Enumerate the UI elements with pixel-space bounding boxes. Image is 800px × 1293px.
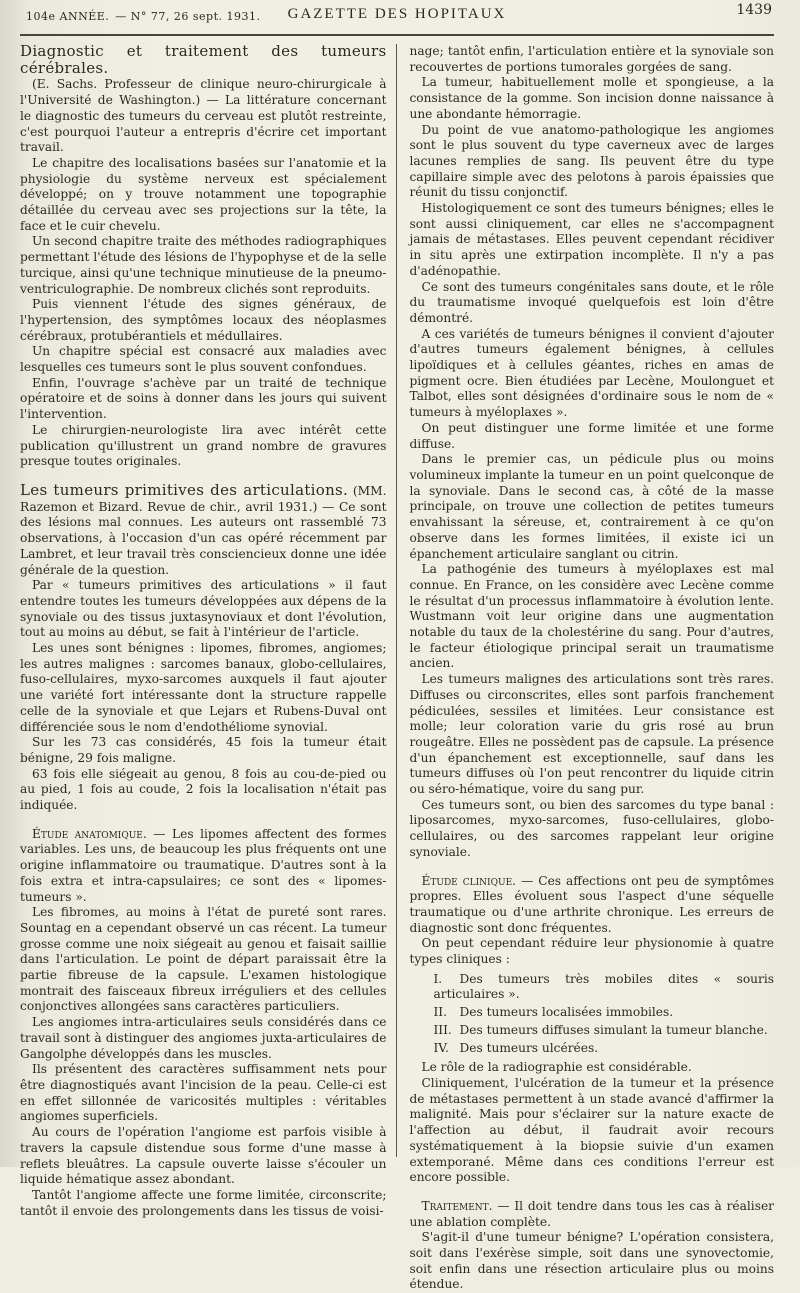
paragraph: La tumeur, habituellement molle et spongieuse, a la consistance de la gomme. Son incision donne naissance à une abondante hémorragie. xyxy=(409,75,774,121)
paragraph: Ces tumeurs sont, ou bien des sarcomes du type banal : liposarcomes, myxo-sarcomes, fuso-cellulaires, globo-cellulaires, ou des sarcomes rappelant leur origine synoviale. xyxy=(409,797,774,859)
page-header xyxy=(20,0,774,36)
paragraph: Un second chapitre traite des méthodes radiographiques permettant l'étude des lésions de l'hypophyse et de la selle turcique, ainsi qu'une technique minutieuse de la pneumo-ventriculographie. De nombreux clichés sont reproduits. xyxy=(20,234,387,296)
section-paragraph: Étude clinique. — Ces affections ont peu de symptômes propres. Elles évoluent sous l'aspect d'une séquelle traumatique ou d'une arthrite chronique. Les erreurs de diagnostic sont donc fréquentes. xyxy=(409,873,774,935)
journal-title: GAZETTE DES HOPITAUX xyxy=(287,6,507,22)
paragraph: Les tumeurs malignes des articulations sont très rares. Diffuses ou circonscrites, elles sont parfois franchement pédiculées, sessiles et limitées. Leur consistance est molle; leur coloration varie du gris rosé au brun rougeâtre. Elles ne possèdent pas de capsule. La présence d'un épanchement est exceptionnelle, sauf dans les tumeurs diffuses où l'on peut rencontrer du liquide citrin ou séro-hématique, voire du sang pur. xyxy=(409,672,774,797)
issue-year: 104e ANNÉE. xyxy=(26,10,110,23)
paragraph: (E. Sachs. Professeur de clinique neuro-chirurgicale à l'Université de Washington.) — La littérature concernant le diagnostic des tumeurs du cerveau est plutôt restreinte, c'est pourquoi l'auteur a entrepris d'écrire cet important travail. xyxy=(20,77,387,155)
paragraph: Ils présentent des caractères suffisamment nets pour être diagnostiqués avant l'incision de la peau. Celle-ci est en effet sillonnée de varicosités multiples : véritables angiomes superficiels. xyxy=(20,1062,387,1124)
paragraph: 63 fois elle siégeait au genou, 8 fois au cou-de-pied ou au pied, 1 fois au coude, 2 fois la localisation n'était pas indiquée. xyxy=(20,766,387,813)
paragraph: Tantôt l'angiome affecte une forme limitée, circonscrite; tantôt il envoie des prolongements dans les tissus de voisi- xyxy=(20,1187,387,1218)
section-paragraph: Étude anatomique. — Les lipomes affectent des formes variables. Les uns, de beaucoup les plus fréquents ont une origine inflammatoire ou traumatique. D'autres sont à la fois extra et intra-capsulaires; ce sont des « lipomes-tumeurs ». xyxy=(20,826,387,904)
paragraph: Cliniquement, l'ulcération de la tumeur et la présence de métastases permettent à un stade avancé d'affirmer la malignité. Mais pour s'éclairer sur la nature exacte de l'affection au début, il faudrait avoir recours systématiquement à la biopsie suivie d'un examen extemporané. Même dans ces conditions l'erreur est encore possible. xyxy=(409,1076,774,1185)
paragraph: On peut cependant réduire leur physionomie à quatre types cliniques : xyxy=(409,936,774,967)
article-source: (MM. Razemon et Bizard. Revue de chir., avril 1931.) — Ce sont des lésions mal connues. Les auteurs ont rassemblé 73 observations, à l'occasion d'un cas opéré récemment par Lambret, et leur travail très consciencieux donne une idée générale de la question. xyxy=(20,483,387,577)
paragraph: Sur les 73 cas considérés, 45 fois la tumeur était bénigne, 29 fois maligne. xyxy=(20,735,387,765)
paragraph: Un chapitre spécial est consacré aux maladies avec lesquelles ces tumeurs sont le plus souvent confondues. xyxy=(20,344,387,375)
paragraph: Par « tumeurs primitives des articulations » il faut entendre toutes les tumeurs développées aux dépens de la synoviale ou des tissus juxtasynoviaux et dont l'évolution, tout au moins au début, se fait à l'intérieur de l'article. xyxy=(20,578,387,640)
paragraph: A ces variétés de tumeurs bénignes il convient d'ajouter d'autres tumeurs également bénignes, à cellules lipoïdiques et à cellules géantes, riches en amas de pigment ocre. Bien étudiées par Lecène, Moulonguet et Talbot, elles sont désignées d'ordinaire sous le nom de « tumeurs à myéloplaxes ». xyxy=(409,326,774,420)
right-column xyxy=(396,44,774,1292)
paragraph: On peut distinguer une forme limitée et une forme diffuse. xyxy=(409,420,774,451)
paragraph: Les angiomes intra-articulaires seuls considérés dans ce travail sont à distinguer des angiomes juxta-articulaires de Gangolphe développés dans les muscles. xyxy=(20,1015,387,1061)
paragraph: Le rôle de la radiographie est considérable. xyxy=(421,1060,692,1075)
clinical-types-list xyxy=(409,972,774,1057)
section-label: Traitement. xyxy=(421,1198,493,1213)
paragraph: Le chirurgien-neurologiste lira avec intérêt cette publication qu'illustrent un grand nombre de gravures presque toutes originales. xyxy=(20,422,387,469)
section-label: Étude anatomique. xyxy=(32,826,147,841)
section-label: Étude clinique. xyxy=(421,873,517,888)
paragraph: nage; tantôt enfin, l'articulation entière et la synoviale son recouvertes de portions tumorales gorgées de sang. xyxy=(409,44,774,74)
issue-number: — N° 77, 26 sept. 1931. xyxy=(115,10,261,23)
list-item: IV. Des tumeurs ulcérées. xyxy=(433,1040,599,1055)
paragraph: Histologiquement ce sont des tumeurs bénignes; elles le sont aussi cliniquement, car elles ne s'accompagnent jamais de métastases. Elles peuvent cependant récidiver in situ après une extirpation incomplète. Il n'y a pas d'adénopathie. xyxy=(409,201,774,278)
list-item: III. Des tumeurs diffuses simulant la tumeur blanche. xyxy=(433,1022,768,1037)
section-paragraph: Traitement. — Il doit tendre dans tous les cas à réaliser une ablation complète. xyxy=(409,1198,774,1229)
paragraph: Puis viennent l'étude des signes généraux, de l'hypertension, des symptômes locaux des néoplasmes cérébraux, protubérantiels et médullaires. xyxy=(20,297,387,343)
paragraph: Au cours de l'opération l'angiome est parfois visible à travers la capsule distendue sous forme d'une masse à reflets bleuâtres. La capsule ouverte laisse s'écouler un liquide hématique assez abondant. xyxy=(20,1125,387,1187)
paragraph: S'agit-il d'une tumeur bénigne? L'opération consistera, soit dans l'exérèse simple, soit dans une synovectomie, soit enfin dans une résection articulaire plus ou moins étendue. xyxy=(409,1230,774,1292)
left-column xyxy=(20,42,396,1218)
paragraph: Du point de vue anatomo-pathologique les angiomes sont le plus souvent du type caverneux avec de larges lacunes remplies de sang. Ils peuvent être du type capillaire simple avec des pelotons à parois épaissies que réunit du tissu conjonctif. xyxy=(409,122,774,200)
list-item: II. Des tumeurs localisées immobiles. xyxy=(433,1005,674,1020)
article-title: Les tumeurs primitives des articulations. (MM. Razemon et Bizard. Revue de chir., avril 1931.) — Ce sont des lésions mal connues. Les auteurs ont rassemblé 73 observations, à l'occasion d'un cas opéré récemment par Lambret, et leur travail très consciencieux donne une idée générale de la question. xyxy=(20,480,387,577)
paragraph: Ce sont des tumeurs congénitales sans doute, et le rôle du traumatisme invoqué quelquefois est loin d'être démontré. xyxy=(409,279,774,325)
page-number: 1439 xyxy=(736,2,772,18)
paragraph: Enfin, l'ouvrage s'achève par un traité de technique opératoire et de soins à donner dans les jours qui suivent l'intervention. xyxy=(20,375,387,422)
paragraph: Les unes sont bénignes : lipomes, fibromes, angiomes; les autres malignes : sarcomes banaux, globo-cellulaires, fuso-cellulaires, myxo-sarcomes auxquels il faut ajouter une variété fort intéressante dont la structure rappelle celle de la synoviale et que Lejars et Rubens-Duval ont différenciée sous le nom d'endothéliome synovial. xyxy=(20,641,387,734)
list-item: I. Des tumeurs très mobiles dites « souris articulaires ». xyxy=(433,971,774,1002)
article-title: Diagnostic et traitement des tumeurs cérébrales. xyxy=(20,42,387,77)
paragraph: Dans le premier cas, un pédicule plus ou moins volumineux implante la tumeur en un point quelconque de la synoviale. Dans le second cas, à côté de la masse principale, on trouve une collection de petites tumeurs envahissant la séreuse, et, contrairement à ce qu'on observe dans les formes limitées, il existe ici un épanchement articulaire sanglant ou citrin. xyxy=(409,452,774,561)
paragraph: La pathogénie des tumeurs à myéloplaxes est mal connue. En France, on les considère avec Lecène comme le résultat d'un processus inflammatoire à évolution lente. Wustmann voit leur origine dans une augmentation notable du taux de la cholestérine du sang. Pour d'autres, le facteur étiologique principal serait un traumatisme ancien. xyxy=(409,562,774,671)
paragraph: Le chapitre des localisations basées sur l'anatomie et la physiologie du système nerveux est spécialement développé; on y trouve notamment une topographie détaillée du cerveau avec ses projections sur la tête, la face et le cuir chevelu. xyxy=(20,155,387,233)
text-columns xyxy=(20,42,774,1292)
paragraph: Les fibromes, au moins à l'état de pureté sont rares. Sountag en a cependant observé un cas récent. La tumeur grosse comme une noix siégeait au genou et faisait saillie dans l'articulation. Le point de départ paraissait être la partie fibreuse de la capsule. L'examen histologique montrait des faisceaux fibreux irréguliers et des cellules conjonctives allongées sans caractères particuliers. xyxy=(20,905,387,1014)
